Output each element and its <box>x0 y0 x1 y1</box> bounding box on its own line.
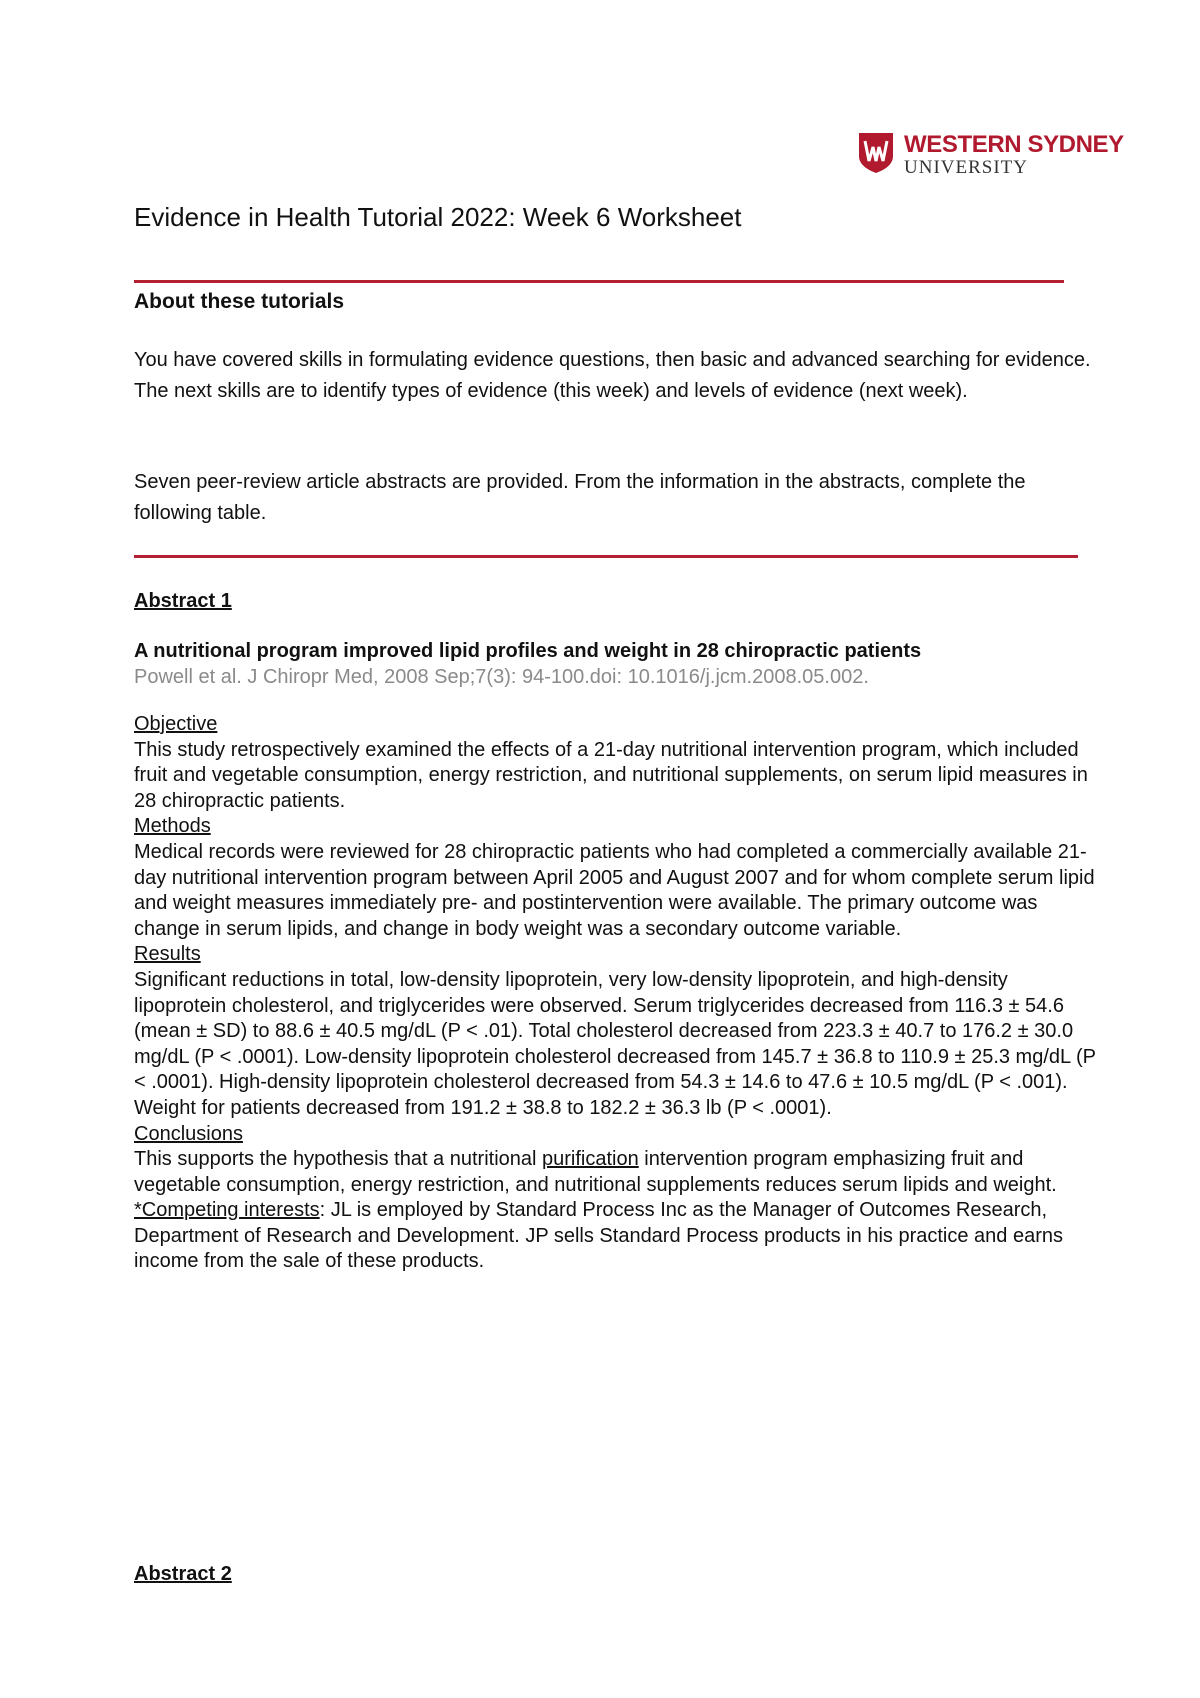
competing-interests-text: : JL is employed by Standard Process Inc as the Manager of Outcomes Research, Department of Research and Development. JP sells Standard Process products in his practice and earns income from the sale of these products. <box>134 1199 1064 1273</box>
conclusions-text-start: This supports the hypothesis that a nutritional <box>134 1148 543 1171</box>
university-logo <box>858 132 1138 178</box>
page-title: Evidence in Health Tutorial 2022: Week 6 Worksheet <box>134 202 742 232</box>
results-text: Significant reductions in total, low-density lipoprotein, very low-density lipoprotein, and high-density lipoprotein cholesterol, and triglycerides were observed. Serum triglycerides decreased from 116.3 ± 54.6 (mean ± SD) to 88.6 ± 40.5 mg/dL (P < .01). Total cholesterol decreased from 223.3 ± 40.7 to 176.2 ± 30.0 mg/dL (P < .0001). Low-density lipoprotein cholesterol decreased from 145.7 ± 36.8 to 110.9 ± 25.3 mg/dL (P < .0001). High-density lipoprotein cholesterol decreased from 54.3 ± 14.6 to 47.6 ± 10.5 mg/dL (P < .001). Weight for patients decreased from 191.2 ± 38.8 to 182.2 ± 36.3 lb (P < .0001). <box>134 968 1096 1119</box>
logo-wordmark-top: WESTERN SYDNEY <box>904 131 1124 158</box>
objective-text: This study retrospectively examined the effects of a 21-day nutritional intervention program, which included fruit and vegetable consumption, energy restriction, and nutritional supplements, on serum lipid measures in 28 chiropractic patients. <box>134 738 1088 812</box>
conclusions-text-end: intervention program emphasizing fruit and vegetable consumption, energy restriction, and nutritional supplements reduces serum lipids and weight. <box>134 1148 1057 1196</box>
logo-wordmark-bottom: UNIVERSITY <box>904 157 1028 178</box>
methods-label: Methods <box>134 815 211 838</box>
divider-top <box>134 280 1064 283</box>
shield-icon <box>858 132 894 174</box>
results-label: Results <box>134 943 201 966</box>
conclusions-label: Conclusions <box>134 1122 243 1145</box>
abstract-1-body <box>134 712 1099 1275</box>
abstract-1-citation: Powell et al. J Chiropr Med, 2008 Sep;7(3): 94-100.doi: 10.1016/j.jcm.2008.05.002. <box>134 666 869 688</box>
abstract-1-heading: Abstract 1 <box>134 590 232 612</box>
methods-text: Medical records were reviewed for 28 chiropractic patients who had completed a commercially available 21-day nutritional intervention program between April 2005 and August 2007 and for whom complete serum lipid and weight measures immediately pre- and postintervention were available. The primary outcome was change in serum lipids, and change in body weight was a secondary outcome variable. <box>134 840 1095 940</box>
about-paragraph-1: You have covered skills in formulating evidence questions, then basic and advanced searching for evidence. The next skills are to identify types of evidence (this week) and levels of evidence (next week). <box>134 349 1091 402</box>
abstract-2-heading: Abstract 2 <box>134 1563 232 1585</box>
about-paragraph-2: Seven peer-review article abstracts are provided. From the information in the abstracts, complete the following table. <box>134 471 1026 524</box>
conclusions-text <box>134 1147 1099 1198</box>
abstract-1-title: A nutritional program improved lipid profiles and weight in 28 chiropractic patients <box>134 640 922 662</box>
competing-interests <box>134 1198 1099 1275</box>
competing-interests-label: *Competing interests <box>134 1199 320 1222</box>
about-heading: About these tutorials <box>134 290 345 313</box>
conclusions-underlined-term: purification <box>542 1148 639 1171</box>
divider-middle <box>134 555 1078 558</box>
objective-label: Objective <box>134 713 218 735</box>
